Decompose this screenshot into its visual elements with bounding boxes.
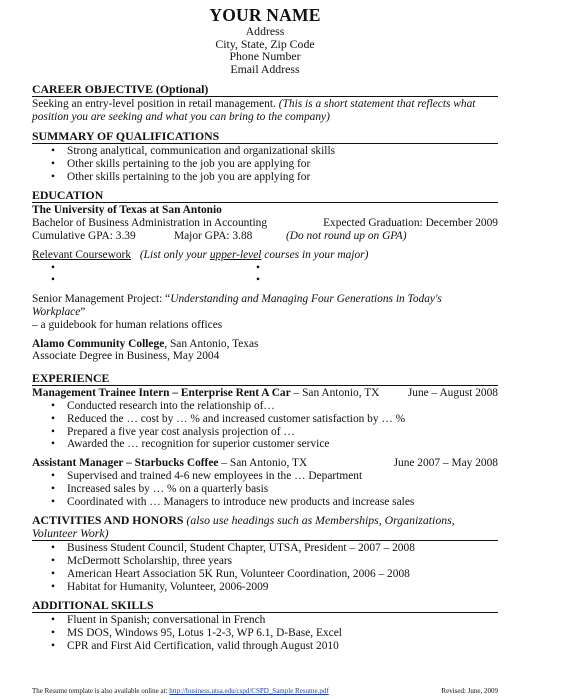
education-heading: EDUCATION xyxy=(32,189,498,203)
activity-item: American Heart Association 5K Run, Volunteer Coordination, 2006 – 2008 xyxy=(67,567,410,580)
activities-heading xyxy=(32,514,498,541)
activities-heading-note: (also use headings such as Memberships, Organizations, Volunteer Work) xyxy=(32,513,455,541)
bullet-icon: • xyxy=(51,399,55,412)
project-description: – a guidebook for human relations offices xyxy=(32,318,223,331)
list-item xyxy=(32,542,498,555)
job-title: Management Trainee Intern – Enterprise Rent A Car xyxy=(32,387,291,400)
coursework-note xyxy=(140,249,369,261)
bullet-icon: • xyxy=(51,412,55,425)
bullet-icon: • xyxy=(51,567,55,580)
activity-item: McDermott Scholarship, three years xyxy=(67,555,233,568)
list-item xyxy=(32,470,498,483)
coursework-bullets xyxy=(32,262,498,275)
applicant-name: YOUR NAME xyxy=(209,5,321,25)
project-label: Senior Management Project: “ xyxy=(32,293,171,306)
job-title: Assistant Manager – Starbucks Coffee xyxy=(32,457,219,470)
bullet-icon: • xyxy=(51,274,55,287)
job-dates: June 2007 – May 2008 xyxy=(393,457,498,470)
objective-section xyxy=(32,83,498,124)
job-location: – San Antonio, TX xyxy=(218,457,308,470)
degree-text: Bachelor of Business Administration in Accounting xyxy=(32,217,268,230)
bullet-icon: • xyxy=(51,157,55,170)
qualifications-heading: SUMMARY OF QUALIFICATIONS xyxy=(32,130,498,144)
coursework-note-underlined: upper-level xyxy=(209,248,262,261)
revised-date: Revised: June, 2009 xyxy=(441,687,498,695)
bullet-icon: • xyxy=(51,425,55,438)
address-line: Address xyxy=(245,24,285,38)
second-degree: Associate Degree in Business, May 2004 xyxy=(32,350,220,363)
experience-heading: EXPERIENCE xyxy=(32,372,498,386)
gpa-note: (Do not round up on GPA) xyxy=(286,229,407,242)
qualification-item: Other skills pertaining to the job you are applying for xyxy=(67,157,311,170)
second-school-name: Alamo Community College xyxy=(32,337,165,350)
phone-line: Phone Number xyxy=(229,49,301,64)
objective-statement: Seeking an entry-level position in retail management. xyxy=(32,98,276,111)
list-item xyxy=(32,171,498,184)
job-header xyxy=(32,457,498,470)
bullet-icon: • xyxy=(51,495,55,508)
qualification-item: Strong analytical, communication and organizational skills xyxy=(67,144,336,157)
job-duty: Supervised and trained 4-6 new employees in the … Department xyxy=(67,469,363,482)
cumulative-gpa: Cumulative GPA: 3.39 xyxy=(32,229,136,242)
list-item xyxy=(32,426,498,439)
qualification-item: Other skills pertaining to the job you are applying for xyxy=(67,170,311,183)
footer-text: The Resume template is also available online at: xyxy=(32,687,170,695)
major-gpa: Major GPA: 3.88 xyxy=(174,229,253,242)
list-item xyxy=(32,568,498,581)
graduation-date: Expected Graduation: December 2009 xyxy=(323,217,498,230)
coursework-bullets xyxy=(32,274,498,287)
project-title: Understanding and Managing Four Generations in Today's Workplace xyxy=(32,293,442,318)
bullet-icon: • xyxy=(51,469,55,482)
bullet-icon: • xyxy=(51,580,55,593)
bullet-icon: • xyxy=(51,614,55,627)
objective-text xyxy=(32,98,498,124)
skill-item: CPR and First Aid Certification, valid through August 2010 xyxy=(67,640,339,653)
coursework-row xyxy=(32,249,498,262)
email-line: Email Address xyxy=(230,61,300,76)
second-school-location: , San Antonio, Texas xyxy=(164,337,259,350)
list-item xyxy=(32,614,498,627)
bullet-icon: • xyxy=(256,274,260,287)
education-section xyxy=(32,189,498,363)
bullet-icon: • xyxy=(51,438,55,451)
bullet-icon: • xyxy=(51,627,55,640)
coursework-note-pre: (List only your xyxy=(139,248,210,261)
list-item xyxy=(32,581,498,594)
bullet-icon: • xyxy=(51,555,55,568)
gpa-row xyxy=(32,230,498,243)
qualifications-section xyxy=(32,130,498,183)
activity-item: Business Student Council, Student Chapter, UTSA, President – 2007 – 2008 xyxy=(67,542,415,555)
skill-item: Fluent in Spanish; conversational in French xyxy=(67,614,266,627)
job-duty: Coordinated with … Managers to introduce new products and increase sales xyxy=(67,495,415,508)
list-item xyxy=(32,413,498,426)
job-duty: Reduced the … cost by … % and increased customer satisfaction by … % xyxy=(67,412,406,425)
bullet-icon: • xyxy=(256,261,260,274)
resume-header xyxy=(32,6,498,75)
list-item xyxy=(32,400,498,413)
list-item xyxy=(32,555,498,568)
list-item xyxy=(32,483,498,496)
activity-item: Habitat for Humanity, Volunteer, 2006-2009 xyxy=(67,580,269,593)
job-header xyxy=(32,387,498,400)
senior-project xyxy=(32,293,498,319)
list-item xyxy=(32,145,498,158)
second-school-row xyxy=(32,338,498,351)
template-link[interactable]: http://business.utsa.edu/cspd/CSPD_Sample Resume.pdf xyxy=(169,687,329,695)
bullet-icon: • xyxy=(51,482,55,495)
skills-section xyxy=(32,599,498,652)
bullet-icon: • xyxy=(51,170,55,183)
school-name: The University of Texas at San Antonio xyxy=(32,204,222,217)
experience-section xyxy=(32,372,498,508)
list-item xyxy=(32,496,498,509)
list-item xyxy=(32,640,498,653)
skills-heading: ADDITIONAL SKILLS xyxy=(32,599,498,613)
bullet-icon: • xyxy=(51,640,55,653)
job-duty: Increased sales by … % on a quarterly basis xyxy=(67,482,269,495)
bullet-icon: • xyxy=(51,144,55,157)
coursework-note-post: courses in your major) xyxy=(261,248,369,261)
resume-page xyxy=(32,6,498,653)
job-location: – San Antonio, TX xyxy=(290,387,380,400)
activities-section xyxy=(32,514,498,593)
bullet-icon: • xyxy=(51,261,55,274)
list-item xyxy=(32,158,498,171)
job-duty: Prepared a five year cost analysis projection of … xyxy=(67,425,295,438)
job-dates: June – August 2008 xyxy=(407,387,498,400)
objective-heading: CAREER OBJECTIVE (Optional) xyxy=(32,83,498,97)
footer-text-group xyxy=(32,687,329,695)
project-close-quote: ” xyxy=(80,305,86,318)
skill-item: MS DOS, Windows 95, Lotus 1-2-3, WP 6.1, D-Base, Excel xyxy=(67,627,342,640)
objective-note: (This is a short statement that reflects what position you are seeking and what you can bring to the company) xyxy=(32,98,476,124)
job-duty: Conducted research into the relationship of… xyxy=(67,399,275,412)
bullet-icon: • xyxy=(51,542,55,555)
list-item xyxy=(32,438,498,451)
page-footer xyxy=(32,687,498,695)
activities-heading-text: ACTIVITIES AND HONORS xyxy=(32,513,184,528)
city-state-zip-line: City, State, Zip Code xyxy=(215,36,315,51)
job-duty: Awarded the … recognition for superior customer service xyxy=(67,438,330,451)
coursework-label: Relevant Coursework xyxy=(32,248,132,261)
degree-row xyxy=(32,217,498,230)
list-item xyxy=(32,627,498,640)
